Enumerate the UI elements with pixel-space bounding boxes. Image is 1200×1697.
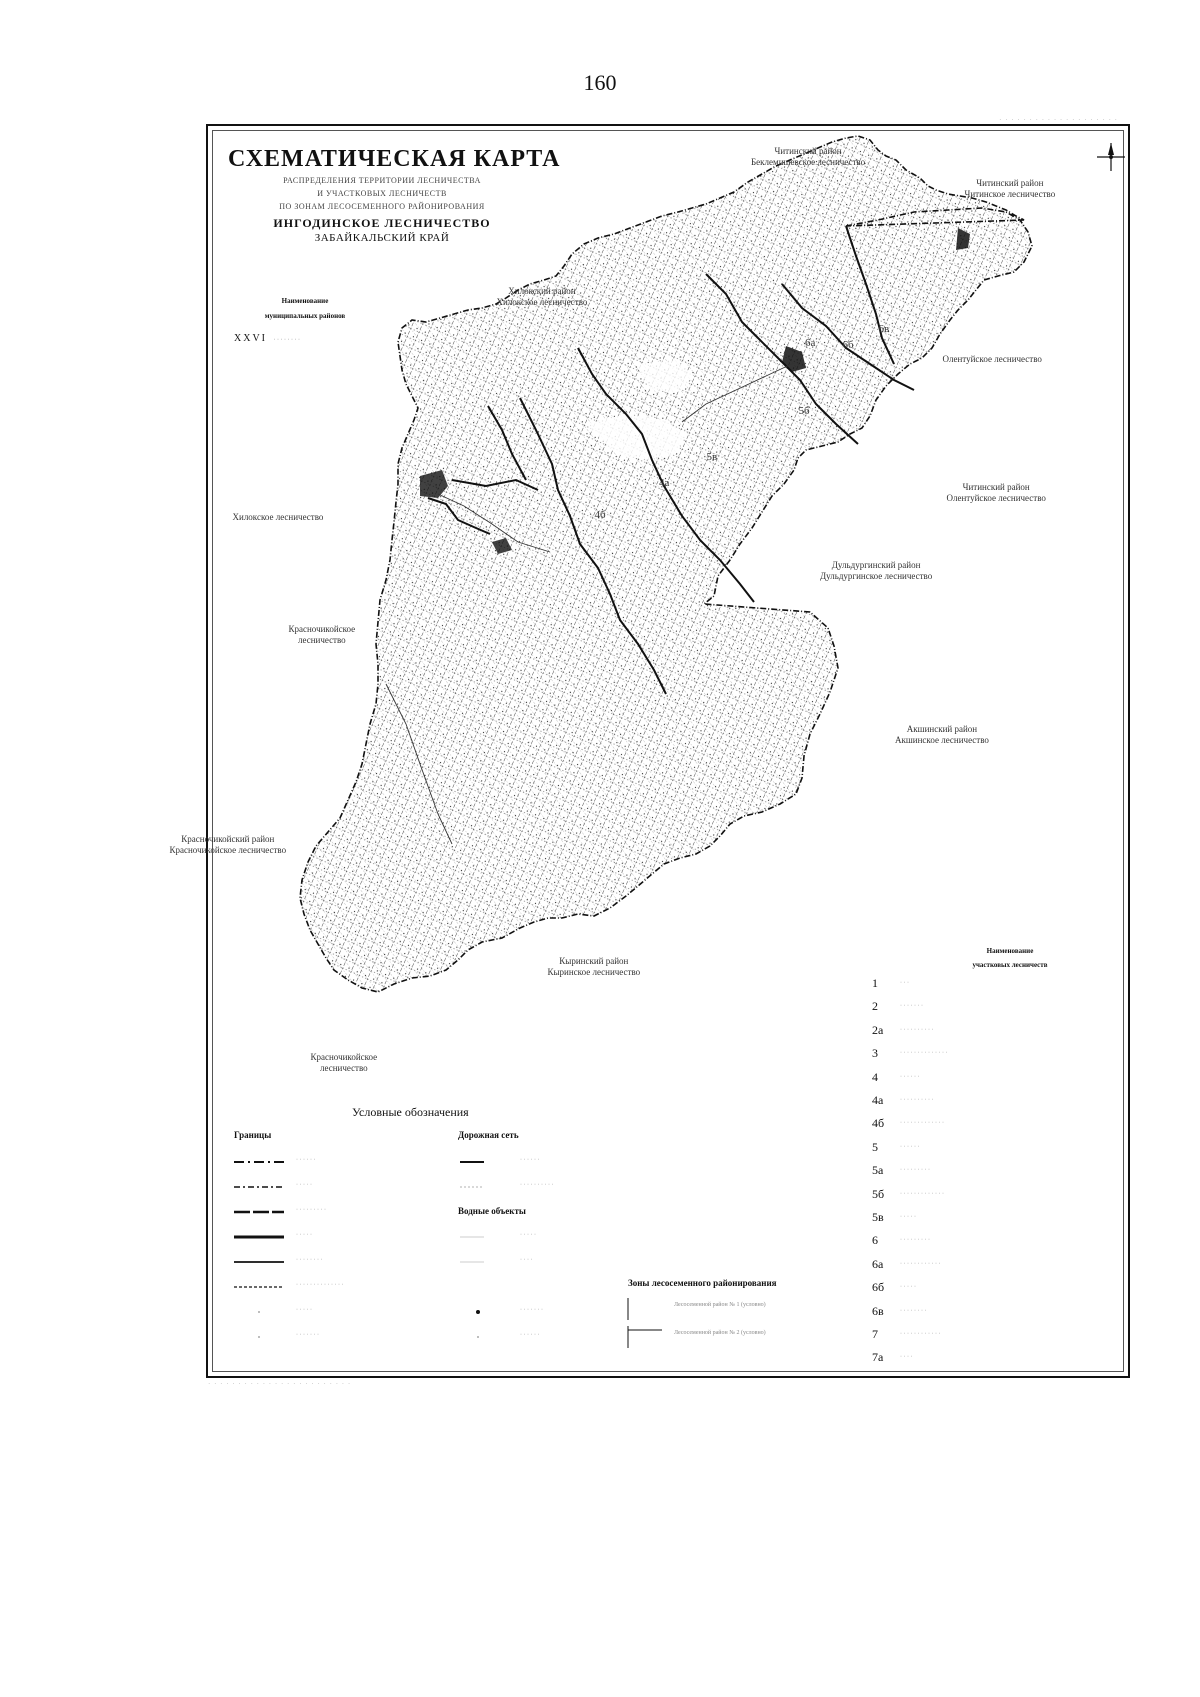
neighbor-label-akshinsky: Акшинский район Акшинское лесничество — [895, 724, 989, 745]
district-code: 4 — [872, 1069, 878, 1084]
district-legend-item: 1 · · · — [872, 976, 909, 990]
district-legend-item: 6 · · · · · · · · · — [872, 1233, 930, 1248]
district-code: 6в — [872, 1303, 884, 1318]
map-code-4a: 4а — [659, 477, 670, 489]
district-code: 2 — [872, 999, 878, 1014]
district-code: 2а — [872, 1022, 884, 1037]
legend-zones-heading: Зоны лесосеменного районирования — [628, 1278, 777, 1288]
neighbor-label-krasnochikoy-south: Красночикойское лесничество — [310, 1052, 378, 1073]
legend-title: Условные обозначения — [352, 1105, 469, 1119]
municipal-item-number: XXVI — [234, 333, 267, 344]
page-number: 160 — [583, 70, 617, 95]
district-code: 6б — [872, 1280, 885, 1295]
bottom-note: · · · · · · · · · · · · · · · · · · · · · · · · — [208, 1380, 352, 1388]
district-code: 1 — [872, 976, 878, 990]
district-legend-item: 2 · · · · · · · — [872, 999, 923, 1014]
district-code: 5 — [872, 1139, 878, 1154]
district-legend-item: 7а · · · · — [872, 1350, 913, 1365]
neighbor-label-chitinsky-east: Читинский район Читинское лесничество — [964, 178, 1056, 199]
map-code-5v: 5в — [706, 451, 718, 463]
neighbor-label-khilok-west: Хилокское лесничество — [232, 512, 324, 522]
district-code: 4а — [872, 1093, 884, 1107]
district-code: 7а — [872, 1350, 884, 1365]
district-legend-item: 5а · · · · · · · · · — [872, 1163, 930, 1178]
map-title: СХЕМАТИЧЕСКАЯ КАРТА — [228, 146, 561, 172]
map-code-6b: 6б — [842, 339, 854, 351]
district-legend-item: 6а · · · · · · · · · · · · — [872, 1256, 941, 1271]
map-subtitle-line-2: И УЧАСТКОВЫХ ЛЕСНИЧЕСТВ — [317, 189, 447, 198]
legend-water-heading: Водные объекты — [458, 1206, 526, 1216]
neighbor-label-duldurga: Дульдургинский район Дульдургинское лесничество — [820, 560, 933, 581]
map-code-6a: 6а — [805, 337, 816, 349]
district-legend-item: 2а · · · · · · · · · · — [872, 1022, 934, 1037]
district-legend-item: 4 · · · · · · — [872, 1069, 920, 1084]
neighbor-label-oleguy: Олентуйское лесничество — [942, 354, 1042, 364]
district-legend-heading: Наименование участковых лесничеств — [972, 947, 1048, 969]
district-code: 5а — [872, 1163, 884, 1178]
district-legend-item: 5 · · · · · · — [872, 1139, 920, 1154]
map-subtitle-line-3: ПО ЗОНАМ ЛЕСОСЕМЕННОГО РАЙОНИРОВАНИЯ — [279, 202, 485, 211]
district-legend-item: 5б · · · · · · · · · · · · · — [872, 1186, 944, 1201]
district-code: 5б — [872, 1186, 885, 1201]
district-code: 3 — [872, 1046, 878, 1061]
map-code-6v: 6в — [878, 323, 890, 335]
district-code: 6 — [872, 1233, 878, 1248]
district-code: 4б — [872, 1116, 885, 1131]
neighbor-label-khiloksky: Хилокский район Хилокское лесничество — [496, 286, 588, 307]
neighbor-label-krasnochikoy-sw: Красночикойский район Красночикойское лесничество — [169, 834, 287, 855]
legend-roads-heading: Дорожная сеть — [458, 1130, 519, 1140]
map-subtitle-line-1: РАСПРЕДЕЛЕНИЯ ТЕРРИТОРИИ ЛЕСНИЧЕСТВА — [283, 176, 481, 185]
neighbor-label-chitinsky-north: Читинский район Беклемишевское лесничество — [751, 146, 866, 167]
district-legend-item: 6в · · · · · · · · — [872, 1303, 927, 1318]
top-note: · · · · · · · · · · · · · · · · · · · · — [999, 116, 1118, 124]
neighbor-label-chitinsky-se: Читинский район Олентуйское лесничество — [946, 482, 1046, 503]
district-code: 6а — [872, 1256, 884, 1271]
region-name: ЗАБАЙКАЛЬСКИЙ КРАЙ — [314, 232, 450, 244]
neighbor-label-kyrinsky: Кыринский район Кыринское лесничество — [547, 956, 641, 977]
district-legend-item: 3 · · · · · · · · · · · · · · — [872, 1046, 948, 1061]
legend-boundaries-heading: Границы — [234, 1130, 272, 1140]
district-legend-item: 5в · · · · · — [872, 1210, 916, 1224]
district-legend-item: 4а · · · · · · · · · · — [872, 1093, 934, 1107]
district-code: 5в — [872, 1210, 884, 1224]
district-legend-item: 7 · · · · · · · · · · · · — [872, 1327, 941, 1341]
district-legend-item: 6б · · · · · — [872, 1280, 916, 1295]
municipal-legend-heading: Наименование муниципальных районов — [264, 297, 346, 320]
map-code-5b: 5б — [798, 405, 810, 417]
map-code-4b: 4б — [594, 509, 606, 521]
neighbor-label-krasnochikoy-north: Красночикойское лесничество — [288, 624, 356, 645]
district-code: 7 — [872, 1327, 878, 1341]
municipal-legend-item: XXVI · · · · · · · · — [234, 333, 300, 344]
district-legend-item: 4б · · · · · · · · · · · · · — [872, 1116, 944, 1131]
forestry-name: ИНГОДИНСКОЕ ЛЕСНИЧЕСТВО — [273, 216, 491, 230]
